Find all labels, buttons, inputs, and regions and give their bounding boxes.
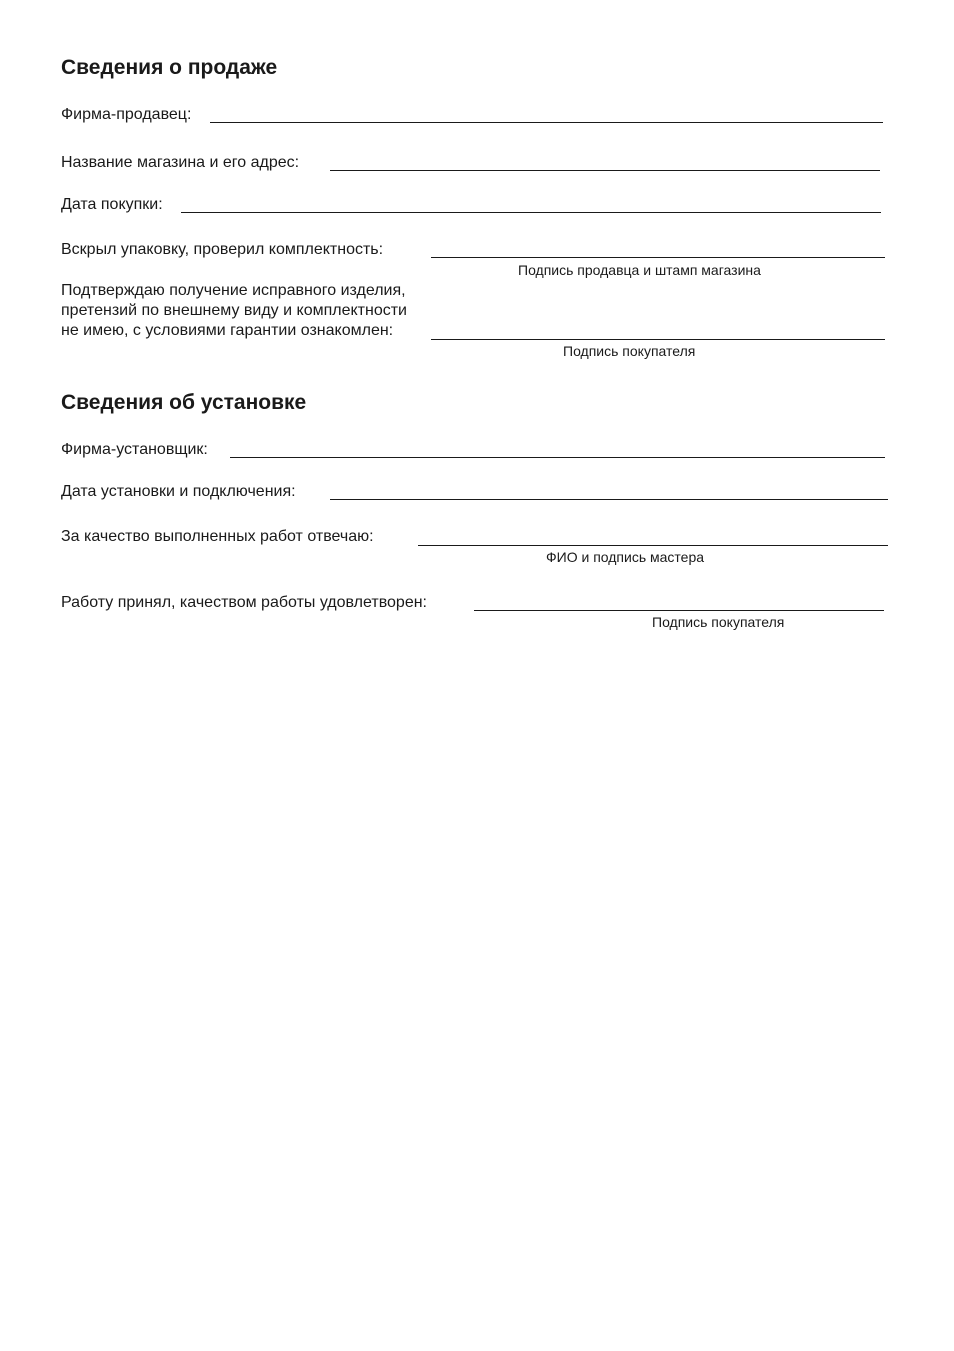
master-signature-field[interactable] xyxy=(418,545,888,546)
installation-section-title: Сведения об установке xyxy=(61,391,307,414)
master-signature-caption: ФИО и подпись мастера xyxy=(546,549,705,565)
buyer-signature-field[interactable] xyxy=(431,339,885,340)
acceptance-signature-field[interactable] xyxy=(474,610,884,611)
installer-company-field[interactable] xyxy=(230,457,885,458)
purchase-date-field[interactable] xyxy=(181,212,881,213)
seller-company-field[interactable] xyxy=(210,122,883,123)
purchase-date-label: Дата покупки: xyxy=(61,196,163,213)
buyer-confirmation-text xyxy=(61,281,407,341)
buyer-signature-caption: Подпись покупателя xyxy=(563,343,696,359)
sale-section-title: Сведения о продаже xyxy=(61,56,278,79)
seller-company-label: Фирма-продавец: xyxy=(61,106,192,123)
work-quality-label: За качество выполненных работ отвечаю: xyxy=(61,528,374,545)
installation-date-field[interactable] xyxy=(330,499,888,500)
installer-company-label: Фирма-установщик: xyxy=(61,441,208,458)
work-accepted-label: Работу принял, качеством работы удовлетворен: xyxy=(61,594,427,611)
seller-signature-field[interactable] xyxy=(431,257,885,258)
package-opened-label: Вскрыл упаковку, проверил комплектность: xyxy=(61,241,384,258)
acceptance-signature-caption: Подпись покупателя xyxy=(652,614,785,630)
shop-name-address-field[interactable] xyxy=(330,170,880,171)
confirmation-line: не имею, с условиями гарантии ознакомлен: xyxy=(61,322,394,339)
shop-name-address-label: Название магазина и его адрес: xyxy=(61,154,300,171)
confirmation-line: Подтверждаю получение исправного изделия, xyxy=(61,282,406,299)
seller-signature-caption: Подпись продавца и штамп магазина xyxy=(518,262,761,278)
installation-date-label: Дата установки и подключения: xyxy=(61,483,296,500)
confirmation-line: претензий по внешнему виду и комплектности xyxy=(61,302,407,319)
